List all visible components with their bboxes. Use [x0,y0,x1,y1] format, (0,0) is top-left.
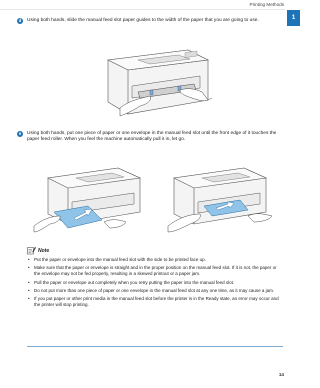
step-e-text: Using both hands, put one piece of paper or one envelope in the manual feed slot until the front edge of it touches the paper feed roller. When you feel the machine automatically pull it in, let go. [27,131,277,143]
header-rule [0,9,285,10]
printer-paper-guides-illustration [90,38,220,120]
step-d-marker: d [18,18,22,23]
paper-feed-roller-illustration [150,160,280,235]
note-item: • Put the paper or envelope into the manual feed slot with the side to be printed face up. [27,257,283,263]
chapter-tab: 1 [287,10,300,26]
note-item: • Do not put more than one piece of paper or one envelope in the manual feed slot at any one time, as it may cause a jam. [27,288,283,294]
running-header: Printing Methods [249,2,284,7]
note-list [27,257,283,308]
note-box [27,246,283,310]
step-e-marker: e [18,131,22,136]
note-item: • If you put paper or other print media in the manual feed slot before the printer is in the Ready state, an error may occur and the printer will stop printing. [27,296,283,308]
page-number: 14 [278,372,284,377]
note-bottom-rule [27,346,283,347]
note-item: • Pull the paper or envelope out completely when you retry putting the paper into the manual feed slot. [27,280,283,286]
insert-paper-illustration [28,160,148,235]
note-title: Note [38,248,50,254]
note-item: • Make sure that the paper or envelope is straight and in the proper position on the manual feed slot. If it is not, the paper or the envelope may not be fed properly, resulting in a skewed printout or a paper jam. [27,265,283,277]
step-d [18,18,277,24]
step-d-text: Using both hands, slide the manual feed slot paper guides to the width of the paper that you are going to use. [27,18,259,23]
step-e [18,131,277,143]
note-header [27,246,283,255]
note-pencil-icon [27,246,36,255]
